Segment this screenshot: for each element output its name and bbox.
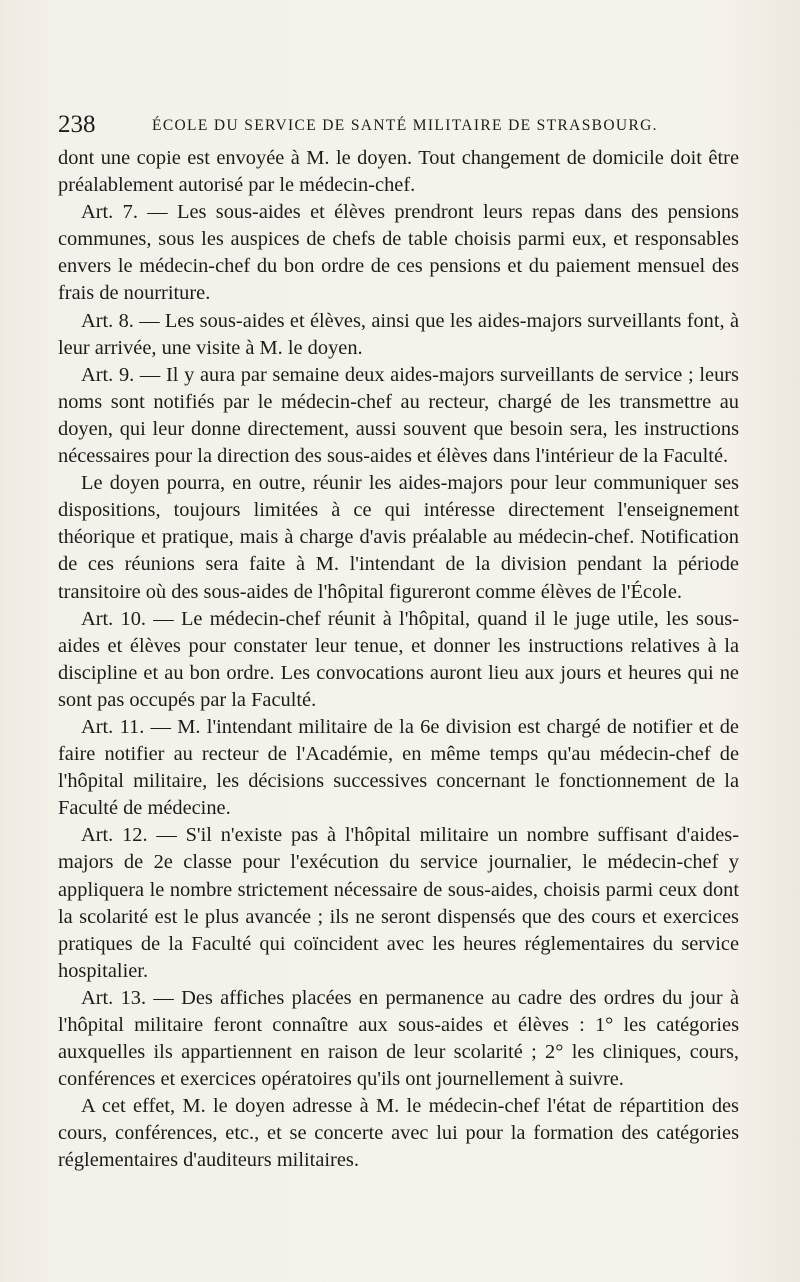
article-10: Art. 10. — Le médecin-chef réunit à l'hôpital, quand il le juge utile, les sous-aides et élèves pour constater leur tenue, et donner les instructions relatives à la discipline et au bon ordre. Les convocations auront lieu aux jours et heures qui ne sont pas occupés par la Faculté.	[58, 607, 739, 711]
paragraph: A cet effet, M. le doyen adresse à M. le médecin-chef l'état de répartition des cours, conférences, etc., et se concerte avec lui pour la formation des catégories réglementaires d'auditeurs militaires.	[58, 1095, 739, 1172]
article-8: Art. 8. — Les sous-aides et élèves, ainsi que les aides-majors surveillants font, à leur arrivée, une visite à M. le doyen.	[58, 309, 739, 359]
page-body	[58, 145, 739, 1175]
paragraph: dont une copie est envoyée à M. le doyen. Tout changement de domicile doit être préalablement autorisé par le médecin-chef.	[58, 147, 739, 197]
article-9: Art. 9. — Il y aura par semaine deux aides-majors surveillants de service ; leurs noms sont notifiés par le médecin-chef au recteur, chargé de les transmettre au doyen, qui leur donne directement, aussi souvent que besoin sera, les instructions nécessaires pour la direction des sous-aides et élèves dans l'intérieur de la Faculté.	[58, 363, 739, 468]
page-header	[58, 112, 738, 138]
article-13: Art. 13. — Des affiches placées en permanence au cadre des ordres du jour à l'hôpital militaire feront connaître aux sous-aides et élèves : 1° les catégories auxquelles ils appartiennent en raison de leur scolarité ; 2° les cliniques, cours, conférences et exercices opératoires qu'ils ont journellement à suivre.	[58, 986, 739, 1091]
running-title: ÉCOLE DU SERVICE DE SANTÉ MILITAIRE DE STRASBOURG.	[152, 117, 658, 134]
page-number: 238	[58, 111, 96, 138]
article-11: Art. 11. — M. l'intendant militaire de la 6e division est chargé de notifier et de faire notifier au recteur de l'Académie, en même temps qu'au médecin-chef de l'hôpital militaire, les décisions successives concernant le fonctionnement de la Faculté de médecine.	[58, 715, 739, 820]
article-12: Art. 12. — S'il n'existe pas à l'hôpital militaire un nombre suffisant d'aides-majors de 2e classe pour l'exécution du service journalier, le médecin-chef y appliquera le nombre strictement nécessaire de sous-aides, choisis parmi ceux dont la scolarité est le plus avancée ; ils ne seront dispensés que des cours et exercices pratiques de la Faculté qui coïncident avec les heures réglementaires du service hospitalier.	[58, 824, 739, 982]
article-7: Art. 7. — Les sous-aides et élèves prendront leurs repas dans des pensions communes, sous les auspices de chefs de table choisis parmi eux, et responsables envers le médecin-chef du bon ordre de ces pensions et du paiement mensuel des frais de nourriture.	[58, 201, 739, 305]
paragraph: Le doyen pourra, en outre, réunir les aides-majors pour leur communiquer ses dispositions, toujours limitées à ce qui intéresse directement l'enseignement théorique et pratique, mais à charge d'avis préalable au médecin-chef. Notification de ces réunions sera faite à M. l'intendant de la division pendant la période transitoire où des sous-aides de l'hôpital figureront comme élèves de l'École.	[58, 472, 739, 603]
